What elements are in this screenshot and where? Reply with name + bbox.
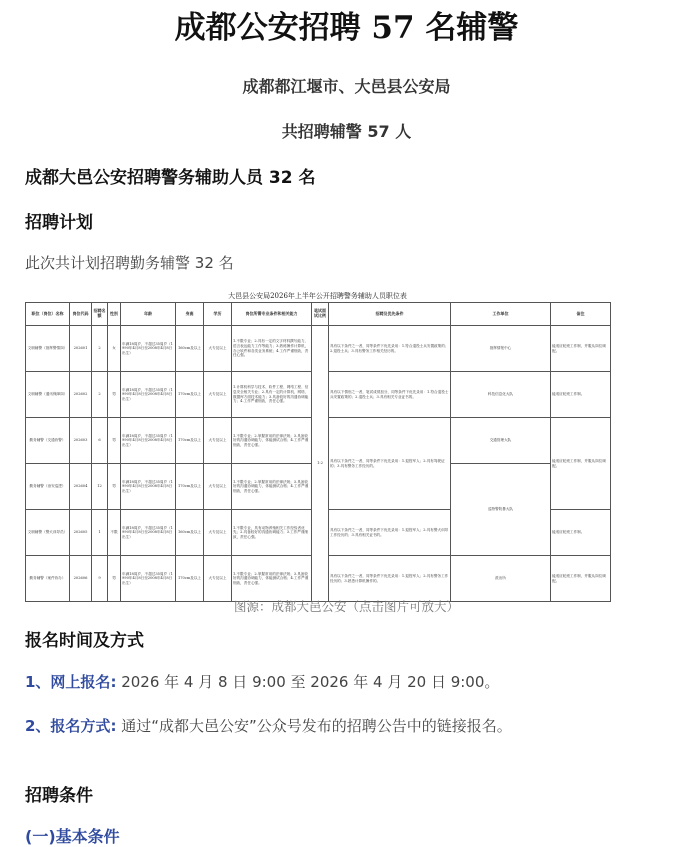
online-signup-line <box>25 671 499 692</box>
th-count: 招聘名额 <box>92 303 108 326</box>
job-table-image[interactable] <box>25 290 610 585</box>
cell-name: 文职辅警（指挥警情岗） <box>26 326 70 372</box>
th-note: 备注 <box>551 303 611 326</box>
cell-count: 9 <box>92 556 108 602</box>
signup-method-line <box>25 715 512 736</box>
basic-conditions-heading: (一)基本条件 <box>25 827 120 846</box>
cell-conditions: 具有以下条件之一者，同等条件下优先录用：1.退役军人；2.具有警务工作经历的；3.熟悉计算机操作的。 <box>329 556 451 602</box>
cell-gender: 男 <box>108 372 121 418</box>
cell-age: 年满18周岁，不超过35周岁（1990年4月8日至2008年4月8日出生） <box>121 372 176 418</box>
job-table <box>25 302 611 602</box>
th-ratio: 笔试面试比例 <box>312 303 329 326</box>
cell-age: 年满18周岁，不超过35周岁（1990年4月8日至2008年4月8日出生） <box>121 510 176 556</box>
cell-conditions: 具有以下情形之一者，笔试成绩加分，同等条件下优先录用：1.符合退役士兵安置政策的；2.退役士兵；3.具有相关专业证书的。 <box>329 372 451 418</box>
cell-skills: 1.不限专业；2.掌握常用的法律法规；3.具备较好的沟通协调能力，体能测试合格；4.工作严谨细致，责任心强。 <box>232 418 312 464</box>
cell-count: 6 <box>92 418 108 464</box>
cell-code: 202601 <box>70 326 92 372</box>
cell-note: 能适应轮班工作制，并服从岗位调配。 <box>551 326 611 372</box>
cell-height: 160cm及以上 <box>176 510 204 556</box>
cell-gender: 男 <box>108 418 121 464</box>
cell-code: 202602 <box>70 372 92 418</box>
image-caption: 图源：成都大邑公安（点击图片可放大） <box>233 599 459 614</box>
cell-note: 能适应轮班工作制，并服从岗位调配。 <box>551 418 611 510</box>
cell-code: 202605 <box>70 510 92 556</box>
cell-conditions: 具有以下条件之一者，同等条件下优先录用：1.符合退役士兵安置政策的；2.退役士兵；3.具有警务工作相关经历的。 <box>329 326 451 372</box>
cell-height: 170cm及以上 <box>176 464 204 510</box>
cell-unit: 指挥情报中心 <box>451 326 551 372</box>
cell-edu: 大专及以上 <box>204 372 232 418</box>
cell-code: 202603 <box>70 418 92 464</box>
cell-skills: 1.不限专业；2.具有一定的文字材料撰写能力，语言表达能力工作等能力；3.熟练操作计算机，办公软件和各类业务系统；4.工作严谨细致，责任心强。 <box>232 326 312 372</box>
cell-skills: 1.不限专业；2.掌握常用的法律法规；3.具备较好的沟通协调能力，体能测试合格；4.工作严谨细致，责任心强。 <box>232 556 312 602</box>
th-code: 岗位代码 <box>70 303 92 326</box>
th-name: 职位（岗位）名称 <box>26 303 70 326</box>
cell-name: 文职辅警（警犬训导员） <box>26 510 70 556</box>
cell-age: 年满18周岁，不超过35周岁（1990年4月8日至2008年4月8日出生） <box>121 326 176 372</box>
cell-height: 170cm及以上 <box>176 418 204 464</box>
cell-unit: 科技信息化大队 <box>451 372 551 418</box>
online-signup-lead: 1、网上报名: <box>25 673 117 691</box>
signup-method-lead: 2、报名方式: <box>25 717 117 735</box>
plan-heading: 招聘计划 <box>25 213 93 233</box>
cell-unit: 派出所 <box>451 556 551 602</box>
table-title: 大邑县公安局2026年上半年公开招聘警务辅助人员职位表 <box>228 292 407 300</box>
cell-height: 170cm及以上 <box>176 372 204 418</box>
cell-note: 能适应轮班工作制。 <box>551 372 611 418</box>
cell-gender: 男 <box>108 556 121 602</box>
cell-conditions: 具有以下条件之一者，同等条件下优先录用：1.退役军人；2.具有驾驶证的；3.具有警务工作经历的。 <box>329 418 451 510</box>
headline: 成都公安招聘 57 名辅警 <box>174 10 519 46</box>
cell-skills: 1.不限专业；2.掌握常用的法律法规；3.具备较好的沟通协调能力，体能测试合格；4.工作严谨细致，责任心强。 <box>232 464 312 510</box>
th-skills: 岗位所需专业条件和相关能力 <box>232 303 312 326</box>
th-age: 年龄 <box>121 303 176 326</box>
table-row <box>26 326 611 372</box>
cell-edu: 大专及以上 <box>204 326 232 372</box>
th-unit: 工作单位 <box>451 303 551 326</box>
cell-height: 160cm及以上 <box>176 326 204 372</box>
cell-conditions: 具有以下条件之一者，同等条件下优先录用：1.退役军人；2.具有警犬训导工作经历的；3.具有相关证书的。 <box>329 510 451 556</box>
cell-name: 勤务辅警（治安巡逻） <box>26 464 70 510</box>
cell-unit: 交通管理大队 <box>451 418 551 464</box>
time-heading: 报名时间及方式 <box>25 631 144 651</box>
signup-method-text: 通过“成都大邑公安”公众号发布的招聘公告中的链接报名。 <box>116 717 512 735</box>
section-heading-dayi: 成都大邑公安招聘警务辅助人员 32 名 <box>25 168 316 188</box>
cell-name: 勤务辅警（案件协办） <box>26 556 70 602</box>
cell-unit: 巡特警防暴大队 <box>451 464 551 556</box>
cell-height: 170cm及以上 <box>176 556 204 602</box>
cell-age: 年满18周岁，不超过35周岁（1990年4月8日至2008年4月8日出生） <box>121 418 176 464</box>
cell-age: 年满18周岁，不超过35周岁（1990年4月8日至2008年4月8日出生） <box>121 464 176 510</box>
cell-note: 能适应轮班工作制，并服从岗位调配。 <box>551 556 611 602</box>
table-header-row <box>26 303 611 326</box>
cell-edu: 大专及以上 <box>204 418 232 464</box>
th-conditions: 招聘及优先条件 <box>329 303 451 326</box>
cell-note: 能适应轮班工作制。 <box>551 510 611 556</box>
cell-code: 202606 <box>70 556 92 602</box>
cell-edu: 大专及以上 <box>204 556 232 602</box>
cell-name: 文职辅警（通讯保障岗） <box>26 372 70 418</box>
cell-edu: 大专及以上 <box>204 510 232 556</box>
conditions-heading: 招聘条件 <box>25 786 93 806</box>
cell-count: 1 <box>92 510 108 556</box>
cell-name: 勤务辅警（交通协警） <box>26 418 70 464</box>
cell-code: 202604 <box>70 464 92 510</box>
cell-age: 年满18周岁，不超过35周岁（1990年4月8日至2008年4月8日出生） <box>121 556 176 602</box>
subtitle-total: 共招聘辅警 57 人 <box>281 122 412 141</box>
cell-skills: 1.计算机科学与技术、软件工程、网络工程、信息安全相关专业；2.具有一定的计算机、网络、数据库方面技术能力；3.具备较好的沟通协调能力；4.工作严谨细致，责任心强。 <box>232 372 312 418</box>
cell-count: 12 <box>92 464 108 510</box>
cell-count: 2 <box>92 372 108 418</box>
plan-text: 此次共计划招聘勤务辅警 32 名 <box>25 254 234 272</box>
cell-ratio: 1:2 <box>312 326 329 602</box>
cell-edu: 大专及以上 <box>204 464 232 510</box>
th-edu: 学历 <box>204 303 232 326</box>
subtitle-units: 成都都江堰市、大邑县公安局 <box>242 77 451 96</box>
cell-skills: 1.不限专业，具有动物养殖相关工作经验者优先；2.具备较好的沟通协调能力；3.工作严谨细致，责任心强。 <box>232 510 312 556</box>
online-signup-text: 2026 年 4 月 8 日 9:00 至 2026 年 4 月 20 日 9:00。 <box>116 673 500 691</box>
cell-gender: 女 <box>108 326 121 372</box>
cell-gender: 男 <box>108 464 121 510</box>
cell-gender: 不限 <box>108 510 121 556</box>
th-gender: 性别 <box>108 303 121 326</box>
th-height: 身高 <box>176 303 204 326</box>
cell-count: 2 <box>92 326 108 372</box>
